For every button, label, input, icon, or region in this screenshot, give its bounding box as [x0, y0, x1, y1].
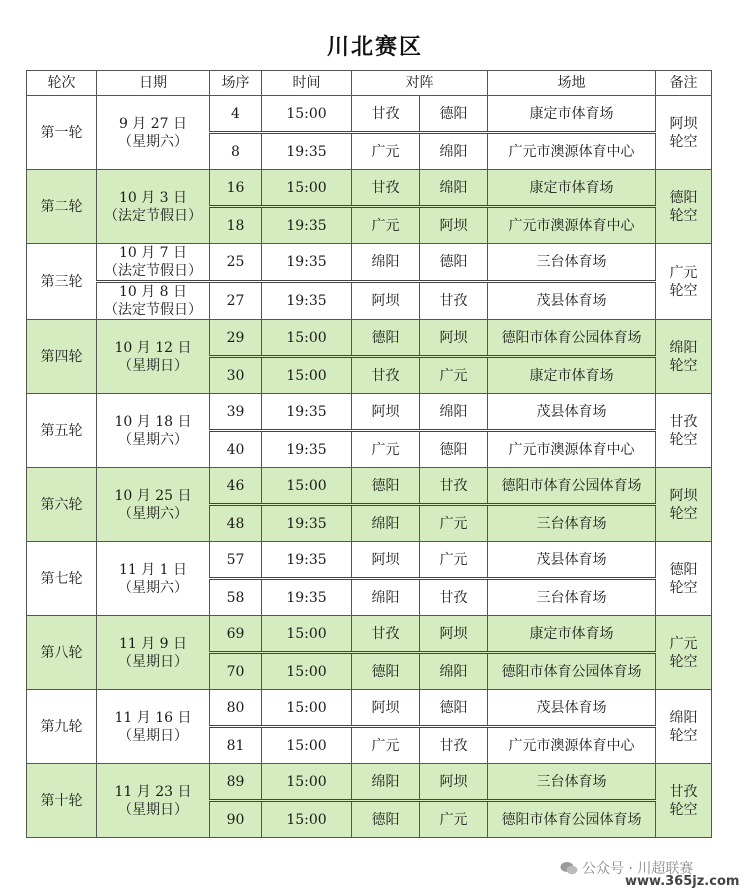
match-number: 18 [210, 207, 262, 244]
away-team: 广元 [420, 505, 488, 542]
match-time: 19:35 [262, 579, 352, 616]
home-team: 广元 [352, 727, 420, 764]
bye-note [656, 170, 712, 244]
home-team: 阿坝 [352, 690, 420, 727]
bye-note-line2: 轮空 [669, 579, 698, 596]
match-time: 19:35 [262, 431, 352, 468]
bye-note [656, 764, 712, 838]
match-time: 15:00 [262, 170, 352, 207]
match-date-line1: 10 月 7 日 [118, 245, 188, 261]
match-time: 15:00 [262, 320, 352, 357]
venue: 德阳市体育公园体育场 [488, 801, 656, 838]
away-team: 德阳 [420, 96, 488, 133]
venue: 三台体育场 [488, 764, 656, 801]
home-team: 阿坝 [352, 282, 420, 320]
match-date-line2: （星期六） [118, 505, 188, 522]
match-date-line1: 11 月 1 日 [118, 561, 188, 578]
round-name: 第一轮 [27, 96, 97, 170]
home-team: 甘孜 [352, 616, 420, 653]
match-time: 19:35 [262, 542, 352, 579]
watermark-text: 公众号 · 川超联赛 [582, 861, 694, 877]
match-number: 27 [210, 282, 262, 320]
schedule-table [26, 70, 712, 838]
match-number: 30 [210, 357, 262, 394]
home-team: 阿坝 [352, 394, 420, 431]
bye-note-line2: 轮空 [669, 727, 698, 744]
match-time: 15:00 [262, 727, 352, 764]
away-team: 广元 [420, 357, 488, 394]
bye-note-line2: 轮空 [669, 431, 698, 448]
table-row [27, 690, 712, 727]
bye-note [656, 690, 712, 764]
header-venue: 场地 [488, 71, 656, 96]
bye-note-line1: 德阳 [669, 189, 698, 206]
bye-note-line1: 绵阳 [669, 709, 698, 726]
match-date-line1: 11 月 9 日 [118, 635, 188, 652]
away-team: 阿坝 [420, 764, 488, 801]
match-date [97, 170, 210, 244]
match-time: 15:00 [262, 616, 352, 653]
bye-note [656, 96, 712, 170]
bye-note [656, 394, 712, 468]
wechat-icon [560, 861, 578, 875]
match-time: 15:00 [262, 653, 352, 690]
match-time: 15:00 [262, 468, 352, 505]
away-team: 甘孜 [420, 579, 488, 616]
match-time: 19:35 [262, 133, 352, 170]
away-team: 绵阳 [420, 170, 488, 207]
match-date-line1: 10 月 8 日 [118, 284, 188, 300]
round-name: 第三轮 [27, 244, 97, 320]
match-time: 15:00 [262, 764, 352, 801]
bye-note-line1: 阿坝 [669, 487, 698, 504]
match-date-line1: 10 月 3 日 [118, 189, 188, 206]
match-number: 29 [210, 320, 262, 357]
home-team: 广元 [352, 207, 420, 244]
home-team: 甘孜 [352, 170, 420, 207]
bye-note [656, 320, 712, 394]
match-time: 19:35 [262, 207, 352, 244]
venue: 广元市澳源体育中心 [488, 207, 656, 244]
match-date [97, 96, 210, 170]
round-name: 第七轮 [27, 542, 97, 616]
match-date-line1: 10 月 12 日 [114, 339, 192, 356]
table-row [27, 468, 712, 505]
match-number: 70 [210, 653, 262, 690]
match-date-line1: 10 月 25 日 [114, 487, 192, 504]
match-number: 48 [210, 505, 262, 542]
home-team: 德阳 [352, 653, 420, 690]
venue: 茂县体育场 [488, 690, 656, 727]
bye-note-line1: 阿坝 [669, 115, 698, 132]
match-date-line2: （星期六） [118, 431, 188, 448]
bye-note-line2: 轮空 [669, 801, 698, 818]
round-name: 第二轮 [27, 170, 97, 244]
bye-note-line2: 轮空 [669, 282, 698, 299]
match-date [97, 690, 210, 764]
match-date [97, 282, 210, 320]
match-number: 4 [210, 96, 262, 133]
bye-note [656, 542, 712, 616]
match-time: 15:00 [262, 801, 352, 838]
match-date-line2: （星期日） [118, 653, 188, 670]
venue: 德阳市体育公园体育场 [488, 653, 656, 690]
round-name: 第十轮 [27, 764, 97, 838]
home-team: 绵阳 [352, 244, 420, 282]
home-team: 德阳 [352, 320, 420, 357]
bye-note [656, 616, 712, 690]
match-date-line2: （星期六） [118, 133, 188, 150]
match-date-line2: （星期日） [118, 727, 188, 744]
match-date [97, 764, 210, 838]
venue: 三台体育场 [488, 244, 656, 282]
bye-note-line1: 广元 [669, 264, 698, 281]
venue: 茂县体育场 [488, 394, 656, 431]
home-team: 广元 [352, 133, 420, 170]
away-team: 德阳 [420, 690, 488, 727]
venue: 康定市体育场 [488, 96, 656, 133]
home-team: 德阳 [352, 801, 420, 838]
match-number: 80 [210, 690, 262, 727]
bye-note-line1: 德阳 [669, 561, 698, 578]
match-date-line2: （法定节假日） [104, 207, 202, 224]
header-row [27, 71, 712, 96]
match-date-line2: （法定节假日） [104, 263, 202, 279]
match-date [97, 394, 210, 468]
venue: 广元市澳源体育中心 [488, 727, 656, 764]
away-team: 绵阳 [420, 133, 488, 170]
venue: 康定市体育场 [488, 170, 656, 207]
home-team: 德阳 [352, 468, 420, 505]
home-team: 广元 [352, 431, 420, 468]
match-time: 19:35 [262, 505, 352, 542]
header-time: 时间 [262, 71, 352, 96]
match-number: 39 [210, 394, 262, 431]
home-team: 绵阳 [352, 579, 420, 616]
bye-note [656, 244, 712, 320]
bye-note-line1: 广元 [669, 635, 698, 652]
table-row [27, 764, 712, 801]
venue: 康定市体育场 [488, 357, 656, 394]
site-url: www.365jz.com [625, 874, 740, 889]
round-name: 第四轮 [27, 320, 97, 394]
round-name: 第六轮 [27, 468, 97, 542]
away-team: 广元 [420, 542, 488, 579]
venue: 德阳市体育公园体育场 [488, 468, 656, 505]
home-team: 甘孜 [352, 357, 420, 394]
page-title: 川北赛区 [326, 35, 423, 60]
away-team: 德阳 [420, 431, 488, 468]
match-number: 90 [210, 801, 262, 838]
header-date: 日期 [97, 71, 210, 96]
bye-note [656, 468, 712, 542]
table-row [27, 170, 712, 207]
match-date-line1: 11 月 23 日 [114, 783, 192, 800]
match-number: 16 [210, 170, 262, 207]
match-date [97, 468, 210, 542]
match-time: 19:35 [262, 244, 352, 282]
match-time: 15:00 [262, 96, 352, 133]
table-row [27, 320, 712, 357]
away-team: 阿坝 [420, 320, 488, 357]
venue: 三台体育场 [488, 579, 656, 616]
venue: 茂县体育场 [488, 282, 656, 320]
bye-note-line2: 轮空 [669, 207, 698, 224]
bye-note-line2: 轮空 [669, 505, 698, 522]
match-number: 81 [210, 727, 262, 764]
match-date [97, 542, 210, 616]
venue: 三台体育场 [488, 505, 656, 542]
match-date-line1: 10 月 18 日 [114, 413, 192, 430]
venue: 广元市澳源体育中心 [488, 431, 656, 468]
bye-note-line2: 轮空 [669, 357, 698, 374]
match-time: 15:00 [262, 690, 352, 727]
match-date-line2: （星期日） [118, 357, 188, 374]
away-team: 绵阳 [420, 394, 488, 431]
match-number: 40 [210, 431, 262, 468]
away-team: 阿坝 [420, 207, 488, 244]
away-team: 德阳 [420, 244, 488, 282]
away-team: 甘孜 [420, 468, 488, 505]
round-name: 第九轮 [27, 690, 97, 764]
away-team: 甘孜 [420, 282, 488, 320]
match-date-line2: （星期日） [118, 801, 188, 818]
match-number: 8 [210, 133, 262, 170]
header-round: 轮次 [27, 71, 97, 96]
home-team: 绵阳 [352, 505, 420, 542]
match-date-line1: 9 月 27 日 [118, 115, 188, 132]
venue: 德阳市体育公园体育场 [488, 320, 656, 357]
match-date [97, 320, 210, 394]
bye-note-line1: 甘孜 [669, 783, 698, 800]
schedule-body [27, 96, 712, 838]
bye-note-line1: 绵阳 [669, 339, 698, 356]
match-date-line2: （法定节假日） [104, 302, 202, 318]
match-date [97, 616, 210, 690]
table-row [27, 394, 712, 431]
table-row [27, 244, 712, 282]
venue: 茂县体育场 [488, 542, 656, 579]
header-note: 备注 [656, 71, 712, 96]
match-time: 15:00 [262, 357, 352, 394]
header-match-no: 场序 [210, 71, 262, 96]
match-date-line2: （星期六） [118, 579, 188, 596]
away-team: 阿坝 [420, 616, 488, 653]
match-date [97, 244, 210, 282]
match-number: 58 [210, 579, 262, 616]
home-team: 绵阳 [352, 764, 420, 801]
match-time: 19:35 [262, 282, 352, 320]
match-number: 46 [210, 468, 262, 505]
home-team: 甘孜 [352, 96, 420, 133]
table-row [27, 542, 712, 579]
table-row [27, 282, 712, 320]
venue: 康定市体育场 [488, 616, 656, 653]
header-matchup: 对阵 [352, 71, 488, 96]
table-row [27, 96, 712, 133]
match-number: 69 [210, 616, 262, 653]
away-team: 广元 [420, 801, 488, 838]
venue: 广元市澳源体育中心 [488, 133, 656, 170]
away-team: 绵阳 [420, 653, 488, 690]
match-number: 25 [210, 244, 262, 282]
bye-note-line2: 轮空 [669, 133, 698, 150]
table-row [27, 616, 712, 653]
round-name: 第八轮 [27, 616, 97, 690]
match-date-line1: 11 月 16 日 [114, 709, 192, 726]
bye-note-line1: 甘孜 [669, 413, 698, 430]
match-number: 89 [210, 764, 262, 801]
match-time: 19:35 [262, 394, 352, 431]
bye-note-line2: 轮空 [669, 653, 698, 670]
round-name: 第五轮 [27, 394, 97, 468]
home-team: 阿坝 [352, 542, 420, 579]
away-team: 甘孜 [420, 727, 488, 764]
match-number: 57 [210, 542, 262, 579]
